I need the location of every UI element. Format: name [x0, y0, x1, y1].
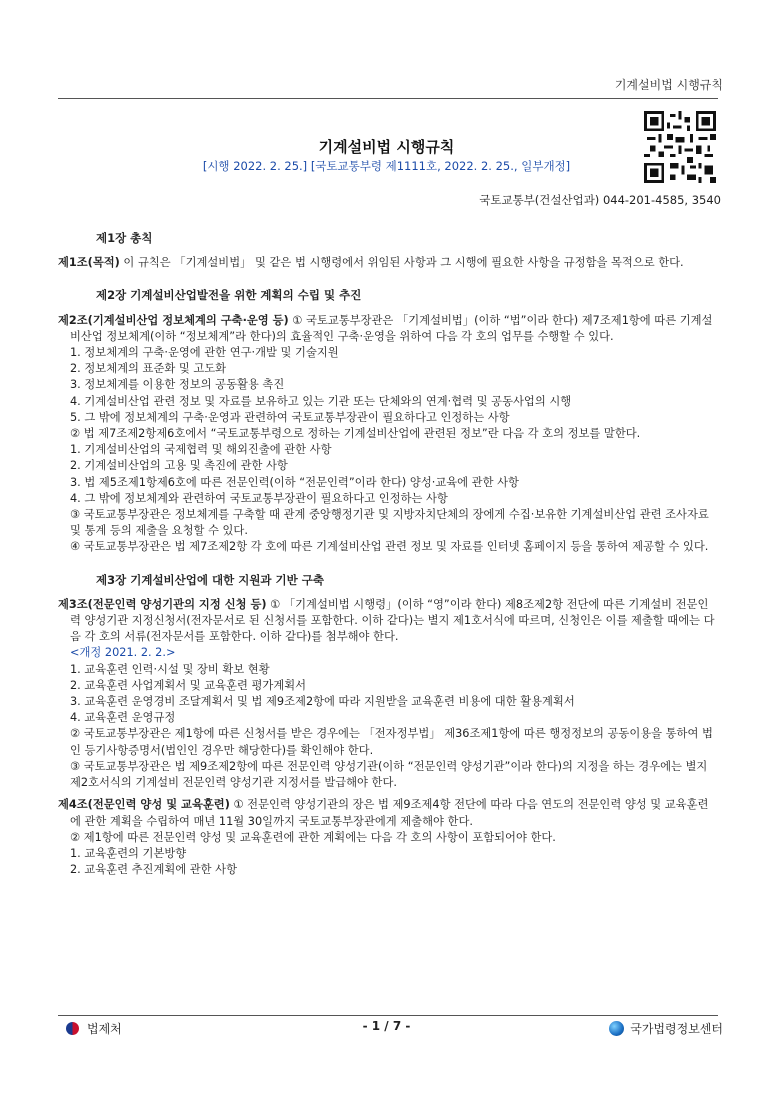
article-2-item: 5. 그 밖에 정보체계의 구축·운영과 관련하여 국토교통부장관이 필요하다고 인정하는 사항 — [70, 410, 510, 424]
article-2-paragraph-3: ③ 국토교통부장관은 정보체계를 구축할 때 관계 중앙행정기관 및 지방자치단체의 장에게 수집·보유한 기계설비산업 관련 조사자료 및 통계 등의 제출을 요청할 수 있다. — [70, 508, 709, 538]
header-doc-name: 기계설비법 시행규칙 — [614, 78, 723, 92]
article-4-body: ① 전문인력 양성기관의 장은 법 제9조제4항 전단에 따라 다음 연도의 전문인력 양성 및 교육훈련에 관한 계획을 수립하여 매년 11월 30일까지 국토교통부장관에게 제출해야 한다. — [70, 798, 709, 828]
article-2-item: 1. 기계설비산업의 국제협력 및 해외진출에 관한 사항 — [70, 443, 332, 457]
article-3-revision-note — [58, 645, 718, 661]
article-3-body: ① 「기계설비법 시행령」(이하 “영”이라 한다) 제8조제2항 전단에 따른 기계설비 전문인력 양성기관 지정신청서(전자문서로 된 신청서를 포함한다. 이하 같다)는 별지 제1호서식에 따르며, 신청인은 이를 제출할 때에는 다음 각 호의 서류(전자문서를 포함한다. 이하 같다)를 첨부해야 한다. — [70, 597, 715, 644]
header-divider — [58, 98, 718, 99]
article-2-title: 제2조(기계설비산업 정보체계의 구축·운영 등) — [58, 313, 289, 327]
document-body — [58, 230, 718, 878]
article-3-title: 제3조(전문인력 양성기관의 지정 신청 등) — [58, 597, 267, 611]
footer-agency: 법제처 — [87, 1022, 122, 1036]
article-2-item: 2. 정보체계의 표준화 및 고도화 — [70, 362, 227, 376]
article-1-body: 이 규칙은 「기계설비법」 및 같은 법 시행령에서 위임된 사항과 그 시행에 필요한 사항을 규정함을 목적으로 한다. — [119, 256, 684, 270]
article-2-item: 4. 그 밖에 정보체계와 관련하여 국토교통부장관이 필요하다고 인정하는 사항 — [70, 491, 448, 505]
footer-divider — [58, 1015, 718, 1016]
article-4-paragraph-2: ② 제1항에 따른 전문인력 양성 및 교육훈련에 관한 계획에는 다음 각 호의 사항이 포함되어야 한다. — [70, 830, 556, 844]
article-3 — [58, 597, 718, 646]
article-1 — [58, 255, 718, 271]
article-3-item: 4. 교육훈련 운영규정 — [70, 711, 176, 725]
article-1-title: 제1조(목적) — [58, 256, 120, 270]
ministry-contact: 국토교통부(건설산업과) 044-201-4585, 3540 — [479, 193, 721, 207]
article-3-paragraph-2: ② 국토교통부장관은 제1항에 따른 신청서를 받은 경우에는 「전자정부법」 제36조제1항에 따른 행정정보의 공동이용을 통하여 법인 등기사항증명서(법인인 경우만 해당한다)를 확인해야 한다. — [70, 727, 713, 757]
article-3-item: 2. 교육훈련 사업계획서 및 교육훈련 평가계획서 — [70, 678, 307, 692]
article-2-paragraph-4: ④ 국토교통부장관은 법 제7조제2항 각 호에 따른 기계설비산업 관련 정보 및 자료를 인터넷 홈페이지 등을 통하여 제공할 수 있다. — [70, 540, 709, 554]
article-2-paragraph-2: ② 법 제7조제2항제6호에서 “국토교통부령으로 정하는 기계설비산업에 관련된 정보”란 다음 각 호의 정보를 말한다. — [70, 427, 641, 441]
document-subtitle: [시행 2022. 2. 25.] [국토교통부령 제1111호, 2022. 2. 25., 일부개정] — [202, 159, 571, 173]
revision-link[interactable]: <개정 2021. 2. 2.> — [70, 646, 176, 660]
page-number: - 1 / 7 - — [362, 1019, 411, 1033]
document-title: 기계설비법 시행규칙 — [318, 138, 455, 156]
article-2-item: 2. 기계설비산업의 고용 및 촉진에 관한 사항 — [70, 459, 288, 473]
article-2 — [58, 313, 718, 345]
footer-center-name: 국가법령정보센터 — [630, 1022, 723, 1036]
article-3-paragraph-3: ③ 국토교통부장관은 법 제9조제2항에 따른 전문인력 양성기관(이하 “전문인력 양성기관”이라 한다)의 지정을 하는 경우에는 별지 제2호서식의 기계설비 전문인력 양성기관 지정서를 발급해야 한다. — [70, 759, 708, 790]
article-4 — [58, 797, 718, 829]
globe-icon — [609, 1021, 624, 1036]
article-2-item: 3. 법 제5조제1항제6호에 따른 전문인력(이하 “전문인력”이라 한다) 양성·교육에 관한 사항 — [70, 475, 519, 489]
footer-right — [609, 1020, 723, 1037]
article-2-item: 1. 정보체계의 구축·운영에 관한 연구·개발 및 기술지원 — [70, 346, 339, 360]
article-3-item: 3. 교육훈련 운영경비 조달계획서 및 법 제9조제2항에 따라 지원받을 교육훈련 비용에 대한 활용계획서 — [70, 695, 575, 709]
article-4-item: 1. 교육훈련의 기본방향 — [70, 846, 187, 860]
chapter-2-heading: 제2장 기계설비산업발전을 위한 계획의 수립 및 추진 — [96, 288, 362, 303]
article-2-body: ① 국토교통부장관은 「기계설비법」(이하 “법”이라 한다) 제7조제1항에 따른 기계설비산업 정보체계(이하 “정보체계”라 한다)의 효율적인 구축·운영을 위하여 다음 각 호의 업무를 수행할 수 있다. — [70, 313, 713, 343]
chapter-3-heading: 제3장 기계설비산업에 대한 지원과 기반 구축 — [96, 572, 324, 587]
article-3-item: 1. 교육훈련 인력·시설 및 장비 확보 현황 — [70, 662, 270, 676]
article-2-item: 3. 정보체계를 이용한 정보의 공동활용 촉진 — [70, 378, 285, 392]
article-4-title: 제4조(전문인력 양성 및 교육훈련) — [58, 798, 230, 812]
chapter-1-heading: 제1장 총칙 — [96, 231, 153, 245]
article-2-item: 4. 기계설비산업 관련 정보 및 자료를 보유하고 있는 기관 또는 단체와의 연계·협력 및 공동사업의 시행 — [70, 394, 572, 408]
article-4-item: 2. 교육훈련 추진계획에 관한 사항 — [70, 863, 238, 877]
